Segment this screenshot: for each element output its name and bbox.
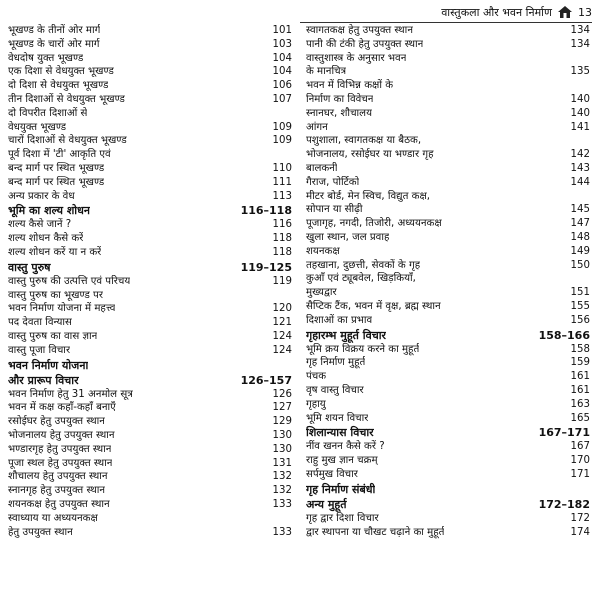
- toc-entry: [306, 38, 594, 52]
- toc-entry: [306, 512, 594, 526]
- toc-entry-title: अन्य मुहूर्त: [306, 497, 347, 511]
- toc-entry: [8, 190, 296, 204]
- toc-entry-title: नींव खनन कैसे करें ?: [306, 441, 385, 453]
- toc-entry: [8, 429, 296, 443]
- toc-page-number: 167–171: [538, 426, 590, 440]
- toc-page-number: 120: [272, 303, 292, 315]
- toc-entry-title: खुला स्थान, जल प्रवाह: [306, 231, 390, 243]
- toc-page-number: 141: [570, 121, 590, 133]
- toc-page-number: 145: [570, 204, 590, 216]
- toc-entry: [8, 162, 296, 176]
- running-header: [300, 2, 592, 23]
- toc-page-number: 110: [272, 162, 292, 174]
- toc-entry-title: भोजनालय हेतु उपयुक्त स्थान: [8, 429, 115, 441]
- toc-page-number: 155: [570, 300, 590, 312]
- toc-page-number: 121: [272, 317, 292, 329]
- toc-entry-title: गृह द्वार दिशा विचार: [306, 512, 379, 524]
- toc-entry-title: द्वार स्थापना या चौखट चढ़ाने का मुहूर्त: [306, 526, 445, 538]
- toc-entry-title: वास्तु पुरुष की उत्पत्ति एवं परिचय: [8, 275, 131, 287]
- toc-entry-title: भण्डारगृह हेतु उपयुक्त स्थान: [8, 443, 112, 455]
- toc-entry-title: पशुशाला, स्वागतकक्ष या बैठक,: [306, 135, 422, 147]
- toc-entry: [306, 370, 594, 384]
- toc-page-number: 116: [272, 219, 292, 231]
- toc-page-number: 127: [272, 402, 292, 414]
- toc-entry-title: राहु मुख ज्ञान चक्रम्: [306, 455, 378, 467]
- toc-entry: [306, 468, 594, 482]
- toc-entry-title: बन्द मार्ग पर स्थित भूखण्ड: [8, 176, 105, 188]
- toc-entry: [306, 412, 594, 426]
- toc-page-number: 126: [272, 388, 292, 400]
- header-title: वास्तुकला और भवन निर्माण: [441, 5, 552, 19]
- toc-entry-title: निर्माण का विवेचन: [306, 93, 374, 105]
- toc-entry-title: चारों दिशाओं से वेधयुक्त भूखण्ड: [8, 135, 127, 147]
- toc-page-number: 111: [272, 176, 292, 188]
- toc-entry-title: भवन निर्माण योजना: [8, 358, 89, 372]
- toc-page-number: 101: [272, 25, 292, 36]
- toc-section-heading: [8, 358, 296, 373]
- toc-entry-title: शयनकक्ष: [306, 245, 340, 257]
- toc-entry: [8, 38, 296, 52]
- toc-page-number: 113: [272, 190, 292, 202]
- toc-entry-title: पंचक: [306, 371, 327, 383]
- toc-page-number: 172–182: [538, 497, 590, 511]
- toc-page-number: 116–118: [240, 204, 292, 218]
- toc-entry: [8, 79, 296, 93]
- toc-page-number: 118: [272, 233, 292, 245]
- toc-entry: [8, 148, 296, 162]
- toc-page-number: 132: [272, 471, 292, 483]
- toc-entry: [8, 498, 296, 512]
- toc-page-number: 130: [272, 429, 292, 441]
- toc-entry-title: सर्पमुख विचार: [306, 468, 358, 480]
- toc-entry-title: मुख्यद्वार: [306, 287, 337, 299]
- toc-entry: [306, 121, 594, 135]
- toc-entry: [8, 415, 296, 429]
- toc-page-number: 134: [570, 38, 590, 50]
- toc-entry-title: वास्तु पुरुष का वास ज्ञान: [8, 330, 98, 342]
- toc-entry-title: वास्तु पूजा विचार: [8, 344, 71, 356]
- toc-entry: [306, 176, 594, 190]
- toc-entry: [306, 286, 594, 300]
- toc-entry: [8, 484, 296, 498]
- toc-page-number: 134: [570, 25, 590, 36]
- toc-page-number: 147: [570, 218, 590, 230]
- toc-entry: [306, 356, 594, 370]
- toc-entry: [306, 398, 594, 412]
- toc-page-number: 151: [570, 287, 590, 299]
- toc-entry-title: गृहारम्भ मुहूर्त विचार: [306, 328, 387, 342]
- toc-page-number: 132: [272, 485, 292, 497]
- toc-left-column: [8, 24, 296, 539]
- toc-entry-title: वास्तु पुरुष का भूखण्ड पर: [8, 289, 103, 301]
- toc-right-column: [306, 24, 594, 539]
- toc-entry-title: गृह निर्माण संबंधी: [306, 482, 376, 496]
- toc-entry: [306, 440, 594, 454]
- toc-entry-title: हेतु उपयुक्त स्थान: [8, 526, 73, 538]
- toc-page-number: 126–157: [240, 373, 292, 387]
- toc-entry-title: पूजागृह, नगदी, तिजोरी, अध्ययनकक्ष: [306, 218, 442, 230]
- toc-entry-title: भवन निर्माण हेतु 31 अनमोल सूत्र: [8, 388, 133, 400]
- toc-entry: [8, 289, 296, 303]
- toc-entry: [8, 302, 296, 316]
- toc-entry: [8, 218, 296, 232]
- toc-section-heading: [306, 497, 594, 512]
- toc-entry-title: वास्तु पुरुष: [8, 260, 51, 274]
- toc-entry-title: सोपान या सीढ़ी: [306, 204, 363, 216]
- toc-page-number: 156: [570, 314, 590, 326]
- toc-entry-title: वृष वास्तु विचार: [306, 384, 364, 396]
- toc-page-number: 142: [570, 149, 590, 161]
- toc-entry-title: और प्रारूप विचार: [8, 373, 79, 387]
- toc-entry: [8, 512, 296, 526]
- toc-section-heading: [8, 203, 296, 218]
- toc-page-number: 159: [570, 357, 590, 369]
- toc-entry-title: कुआँ एवं ट्यूबवेल, खिड़कियाँ,: [306, 273, 416, 285]
- toc-entry-title: शिलान्यास विचार: [306, 426, 374, 440]
- toc-entry-title: सैप्टिक टैंक, भवन में वृक्ष, ब्रह्म स्थान: [306, 300, 441, 312]
- toc-entry: [306, 65, 594, 79]
- toc-entry-title: मीटर बोर्ड, मेन स्विच, विद्युत कक्ष,: [306, 190, 430, 202]
- toc-entry: [306, 343, 594, 357]
- toc-section-heading: [306, 425, 594, 440]
- toc-page-number: 104: [272, 52, 292, 64]
- toc-entry: [8, 344, 296, 358]
- toc-section-heading: [306, 482, 594, 497]
- toc-entry: [8, 443, 296, 457]
- toc-page-number: 119–125: [240, 260, 292, 274]
- toc-page-number: 163: [570, 398, 590, 410]
- toc-page-number: 135: [570, 66, 590, 78]
- toc-entry-title: दिशाओं का प्रभाव: [306, 314, 373, 326]
- toc-section-heading: [8, 373, 296, 388]
- toc-entry: [8, 93, 296, 107]
- toc-section-heading: [306, 328, 594, 343]
- toc-entry: [8, 526, 296, 540]
- toc-entry-title: वेधदोष युक्त भूखण्ड: [8, 52, 84, 64]
- toc-entry-title: गैराज, पोर्टिको: [306, 176, 360, 188]
- toc-entry: [8, 121, 296, 135]
- toc-page-number: 149: [570, 245, 590, 257]
- toc-entry-title: गृहायु: [306, 398, 326, 410]
- toc-entry-title: शल्य शोधन करें या न करें: [8, 246, 102, 258]
- toc-entry-title: गृह निर्माण मुहूर्त: [306, 357, 366, 369]
- toc-entry: [306, 52, 594, 66]
- toc-entry-title: बन्द मार्ग पर स्थित भूखण्ड: [8, 162, 105, 174]
- toc-page-number: 158–166: [538, 328, 590, 342]
- toc-entry-title: अन्य प्रकार के वेध: [8, 190, 75, 202]
- toc-section-heading: [8, 260, 296, 275]
- toc-entry-title: दो दिशा से वेधयुक्त भूखण्ड: [8, 80, 109, 92]
- toc-page-number: 143: [570, 162, 590, 174]
- toc-entry: [8, 107, 296, 121]
- toc-entry-title: तीन दिशाओं से वेधयुक्त भूखण्ड: [8, 93, 125, 105]
- toc-entry-title: वास्तुशास्त्र के अनुसार भवन: [306, 52, 407, 64]
- toc-page-number: 107: [272, 93, 292, 105]
- toc-page-number: 124: [272, 330, 292, 342]
- toc-entry: [306, 24, 594, 38]
- toc-entry-title: भूखण्ड के चारों ओर मार्ग: [8, 38, 100, 50]
- toc-page-number: 148: [570, 231, 590, 243]
- toc-page-number: 118: [272, 246, 292, 258]
- toc-entry: [8, 401, 296, 415]
- toc-entry: [306, 272, 594, 286]
- toc-entry-title: स्नानघर, शौचालय: [306, 107, 372, 119]
- toc-page-number: 133: [272, 498, 292, 510]
- toc-entry-title: बालकनी: [306, 162, 338, 174]
- toc-entry: [8, 24, 296, 38]
- toc-page-number: 170: [570, 455, 590, 467]
- toc-entry: [8, 232, 296, 246]
- toc-page-number: 165: [570, 412, 590, 424]
- toc-entry: [306, 300, 594, 314]
- toc-entry-title: रसोईघर हेतु उपयुक्त स्थान: [8, 416, 105, 428]
- toc-page-number: 106: [272, 80, 292, 92]
- toc-entry-title: पूजा स्थल हेतु उपयुक्त स्थान: [8, 457, 113, 469]
- toc-entry: [8, 134, 296, 148]
- toc-entry: [306, 107, 594, 121]
- toc-page-number: 172: [570, 512, 590, 524]
- toc-page-number: 150: [570, 259, 590, 271]
- toc-page-number: 109: [272, 135, 292, 147]
- toc-entry: [306, 245, 594, 259]
- toc-page-number: 104: [272, 66, 292, 78]
- toc-entry: [8, 52, 296, 66]
- toc-page-number: 174: [570, 526, 590, 538]
- toc-page-number: 140: [570, 93, 590, 105]
- toc-entry: [8, 330, 296, 344]
- toc-entry: [306, 231, 594, 245]
- toc-page-number: 119: [272, 275, 292, 287]
- toc-entry-title: तहखाना, दुछत्ती, सेवकों के गृह: [306, 259, 421, 271]
- toc-entry: [8, 457, 296, 471]
- toc-entry: [306, 384, 594, 398]
- toc-entry: [306, 259, 594, 273]
- toc-entry: [8, 176, 296, 190]
- toc-entry-title: पानी की टंकी हेतु उपयुक्त स्थान: [306, 38, 424, 50]
- toc-entry-title: स्नानगृह हेतु उपयुक्त स्थान: [8, 485, 106, 497]
- toc-entry-title: आंगन: [306, 121, 328, 133]
- toc-page-number: 129: [272, 416, 292, 428]
- toc-entry: [8, 316, 296, 330]
- toc-entry: [306, 314, 594, 328]
- toc-page-number: 133: [272, 526, 292, 538]
- toc-page-number: 171: [570, 468, 590, 480]
- toc-entry-title: स्वागतकक्ष हेतु उपयुक्त स्थान: [306, 25, 413, 36]
- toc-entry: [306, 454, 594, 468]
- toc-entry-title: भूमि शयन विचार: [306, 412, 369, 424]
- toc-entry-title: भवन में कक्ष कहाँ-कहाँ बनाएँ: [8, 402, 116, 414]
- toc-entry: [306, 526, 594, 540]
- toc-entry-title: भूखण्ड के तीनों ओर मार्ग: [8, 25, 101, 36]
- toc-entry-title: दो विपरीत दिशाओं से: [8, 107, 88, 119]
- page-number: 13: [578, 5, 592, 19]
- toc-entry: [306, 134, 594, 148]
- toc-entry: [8, 246, 296, 260]
- toc-page-number: 158: [570, 343, 590, 355]
- toc-entry-title: स्वाध्याय या अध्ययनकक्ष: [8, 512, 98, 524]
- toc-entry: [8, 470, 296, 484]
- toc-entry-title: भवन निर्माण योजना में महत्त्व: [8, 303, 116, 315]
- toc-entry: [306, 190, 594, 204]
- toc-page-number: 103: [272, 38, 292, 50]
- toc-entry-title: वेधयुक्त भूखण्ड: [8, 121, 67, 133]
- house-icon: [558, 6, 572, 18]
- toc-page-number: 167: [570, 441, 590, 453]
- toc-entry-title: के मानचित्र: [306, 66, 347, 78]
- toc-entry-title: शल्य शोधन कैसे करें: [8, 233, 84, 245]
- toc-entry-title: पूर्व दिशा में 'टी' आकृति एवं: [8, 149, 111, 161]
- toc-entry: [8, 275, 296, 289]
- toc-entry-title: पद देवता विन्यास: [8, 317, 72, 329]
- toc-entry-title: भूमि क्रय विक्रय करने का मुहूर्त: [306, 343, 420, 355]
- toc-entry-title: भवन में विभिन्न कक्षों के: [306, 80, 394, 92]
- toc-entry: [306, 162, 594, 176]
- toc-entry: [306, 79, 594, 93]
- toc-page-number: 144: [570, 176, 590, 188]
- toc-entry-title: भोजनालय, रसोईघर या भण्डार गृह: [306, 149, 434, 161]
- toc-page-number: 131: [272, 457, 292, 469]
- toc-page-number: 161: [570, 371, 590, 383]
- toc-entry-title: शल्य कैसे जानें ?: [8, 219, 72, 231]
- toc-entry: [306, 203, 594, 217]
- toc-entry-title: शयनकक्ष हेतु उपयुक्त स्थान: [8, 498, 110, 510]
- toc-entry-title: शौचालय हेतु उपयुक्त स्थान: [8, 471, 108, 483]
- toc-page-number: 124: [272, 344, 292, 356]
- toc-entry: [306, 93, 594, 107]
- toc-entry: [306, 217, 594, 231]
- toc-page-number: 161: [570, 384, 590, 396]
- toc-entry: [8, 65, 296, 79]
- toc-entry: [8, 388, 296, 402]
- toc-entry-title: भूमि का शल्य शोधन: [8, 204, 91, 218]
- toc-page-number: 109: [272, 121, 292, 133]
- toc-entry-title: एक दिशा से वेधयुक्त भूखण्ड: [8, 66, 114, 78]
- toc-entry: [306, 148, 594, 162]
- toc-page-number: 130: [272, 443, 292, 455]
- toc-page-number: 140: [570, 107, 590, 119]
